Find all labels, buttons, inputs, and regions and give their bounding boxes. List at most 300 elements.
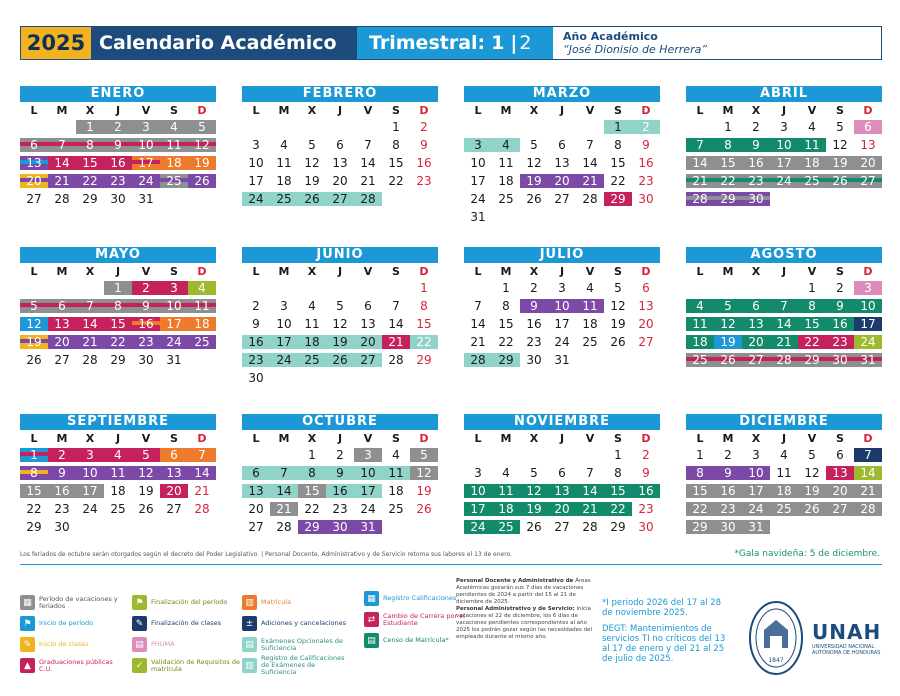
day-number: 25 xyxy=(804,174,820,188)
day-number: 19 xyxy=(832,156,848,170)
day-number: 15 xyxy=(388,156,404,170)
day-number: 5 xyxy=(308,138,316,152)
day-cell xyxy=(798,464,826,482)
day-cell xyxy=(326,315,354,333)
day-cell xyxy=(742,297,770,315)
day-number: 30 xyxy=(110,192,126,206)
day-number: 4 xyxy=(308,299,316,313)
day-cell xyxy=(354,518,382,536)
day-number: 5 xyxy=(836,120,844,134)
day-cell xyxy=(686,333,714,351)
day-number: 19 xyxy=(138,484,154,498)
day-number: 8 xyxy=(114,299,122,313)
week-row xyxy=(464,351,660,369)
day-number: 18 xyxy=(804,156,820,170)
day-cell xyxy=(326,333,354,351)
day-cell xyxy=(410,154,438,172)
day-number: 24 xyxy=(248,192,264,206)
day-number: 22 xyxy=(498,335,514,349)
day-cell xyxy=(854,279,882,297)
day-cell xyxy=(770,136,798,154)
day-number: 21 xyxy=(692,174,708,188)
day-cell xyxy=(798,136,826,154)
day-number: 13 xyxy=(554,484,570,498)
day-number: 12 xyxy=(526,484,542,498)
day-number: 4 xyxy=(808,120,816,134)
day-empty xyxy=(632,208,660,226)
day-cell xyxy=(48,500,76,518)
day-empty xyxy=(770,518,798,536)
day-cell xyxy=(382,482,410,500)
day-number: 13 xyxy=(26,156,42,170)
weekday-header xyxy=(20,263,216,279)
day-number: 21 xyxy=(470,335,486,349)
day-number: 18 xyxy=(110,484,126,498)
day-cell xyxy=(604,190,632,208)
day-cell xyxy=(326,446,354,464)
day-number: 23 xyxy=(720,502,736,516)
day-empty xyxy=(492,446,520,464)
day-cell xyxy=(188,118,216,136)
day-cell xyxy=(548,154,576,172)
month-junio xyxy=(242,247,438,387)
weekday-label: V xyxy=(585,264,595,278)
weekday-label: M xyxy=(56,264,68,278)
day-cell xyxy=(464,500,492,518)
legend-label: Inicio de período xyxy=(39,619,94,627)
day-cell xyxy=(20,190,48,208)
day-cell xyxy=(576,297,604,315)
pencil-icon: ✎ xyxy=(132,616,147,631)
day-cell xyxy=(132,118,160,136)
weekday-label: M xyxy=(56,103,68,117)
degt-note: DEGT: Mantenimientos de servicios TI no críticos del 13 al 17 de enero y del 21 al 25 de julio de 2025. xyxy=(602,624,726,664)
day-empty xyxy=(492,208,520,226)
day-cell xyxy=(76,464,104,482)
weekday-label: L xyxy=(474,264,482,278)
day-cell xyxy=(520,464,548,482)
day-number: 1 xyxy=(420,281,428,295)
day-cell xyxy=(104,297,132,315)
weekday-header xyxy=(20,430,216,446)
day-cell xyxy=(686,315,714,333)
weekday-label: X xyxy=(85,103,95,117)
day-cell xyxy=(354,333,382,351)
day-number: 13 xyxy=(832,466,848,480)
day-number: 1 xyxy=(30,448,38,462)
day-cell xyxy=(854,297,882,315)
day-number: 10 xyxy=(748,466,764,480)
graduation-icon: ▲ xyxy=(20,658,35,673)
day-cell xyxy=(104,279,132,297)
day-cell xyxy=(48,333,76,351)
weekday-label: S xyxy=(170,264,178,278)
day-cell xyxy=(270,154,298,172)
day-cell xyxy=(354,315,382,333)
day-cell xyxy=(20,464,48,482)
day-number: 5 xyxy=(336,299,344,313)
day-cell xyxy=(382,464,410,482)
day-cell xyxy=(326,518,354,536)
day-cell xyxy=(160,154,188,172)
day-cell xyxy=(604,518,632,536)
day-number: 23 xyxy=(110,174,126,188)
week-row xyxy=(20,279,216,297)
day-empty xyxy=(20,118,48,136)
day-cell xyxy=(298,351,326,369)
day-cell xyxy=(826,136,854,154)
day-empty xyxy=(76,518,104,536)
weekday-label: D xyxy=(419,264,429,278)
day-cell xyxy=(410,446,438,464)
vacation-paragraph xyxy=(456,578,594,641)
week-row xyxy=(242,154,438,172)
day-number: 7 xyxy=(586,466,594,480)
day-number: 10 xyxy=(360,466,376,480)
day-number: 12 xyxy=(720,317,736,331)
weekday-label: V xyxy=(363,264,373,278)
week-row xyxy=(686,190,882,208)
day-number: 28 xyxy=(194,502,210,516)
weekday-label: L xyxy=(252,264,260,278)
weekday-label: L xyxy=(30,264,38,278)
day-cell xyxy=(714,172,742,190)
day-number: 14 xyxy=(860,466,876,480)
day-cell xyxy=(76,297,104,315)
day-number: 3 xyxy=(474,138,482,152)
day-empty xyxy=(382,190,410,208)
weekday-header xyxy=(242,430,438,446)
weekday-label: M xyxy=(500,103,512,117)
day-cell xyxy=(604,279,632,297)
day-cell xyxy=(410,136,438,154)
day-number: 18 xyxy=(582,317,598,331)
day-cell xyxy=(742,118,770,136)
day-cell xyxy=(854,333,882,351)
day-number: 29 xyxy=(26,520,42,534)
day-number: 8 xyxy=(696,466,704,480)
day-cell xyxy=(714,154,742,172)
day-number: 4 xyxy=(392,448,400,462)
day-number: 27 xyxy=(26,192,42,206)
day-number: 1 xyxy=(724,120,732,134)
day-cell xyxy=(798,118,826,136)
day-cell xyxy=(632,154,660,172)
day-cell xyxy=(132,154,160,172)
week-row xyxy=(242,136,438,154)
day-cell xyxy=(132,482,160,500)
day-cell xyxy=(48,136,76,154)
day-number: 1 xyxy=(614,120,622,134)
day-cell xyxy=(464,172,492,190)
day-cell xyxy=(270,190,298,208)
weekday-label: M xyxy=(278,431,290,445)
day-cell xyxy=(742,136,770,154)
day-cell xyxy=(632,333,660,351)
day-cell xyxy=(20,154,48,172)
unah-logo xyxy=(812,620,881,656)
calendar-icon: ▦ xyxy=(20,595,35,610)
day-cell xyxy=(798,446,826,464)
week-row xyxy=(686,446,882,464)
day-cell xyxy=(604,154,632,172)
day-number: 4 xyxy=(780,448,788,462)
day-empty xyxy=(520,118,548,136)
legend-item xyxy=(242,636,350,653)
day-cell xyxy=(132,500,160,518)
legend-item xyxy=(242,594,350,611)
week-row xyxy=(464,172,660,190)
day-cell xyxy=(686,154,714,172)
day-number: 8 xyxy=(614,466,622,480)
day-number: 21 xyxy=(194,484,210,498)
day-number: 1 xyxy=(808,281,816,295)
day-cell xyxy=(160,482,188,500)
day-cell xyxy=(798,333,826,351)
exam-icon: ▤ xyxy=(242,637,257,652)
day-number: 17 xyxy=(360,484,376,498)
day-number: 3 xyxy=(752,448,760,462)
weekday-label: V xyxy=(141,103,151,117)
weekday-label: J xyxy=(337,431,343,445)
day-number: 29 xyxy=(304,520,320,534)
day-empty xyxy=(270,369,298,387)
month-title: ENERO xyxy=(20,86,216,102)
day-number: 17 xyxy=(276,335,292,349)
day-cell xyxy=(104,464,132,482)
week-row xyxy=(686,333,882,351)
day-cell xyxy=(520,297,548,315)
day-cell xyxy=(410,172,438,190)
day-empty xyxy=(770,190,798,208)
weekday-header xyxy=(464,102,660,118)
day-number: 17 xyxy=(138,156,154,170)
legend-label: Adiciones y cancelaciones xyxy=(261,619,347,627)
day-empty xyxy=(382,369,410,387)
day-number: 16 xyxy=(138,317,154,331)
day-cell xyxy=(798,500,826,518)
day-number: 19 xyxy=(416,484,432,498)
legend-column xyxy=(242,594,350,678)
day-number: 8 xyxy=(614,138,622,152)
day-cell xyxy=(826,118,854,136)
weekday-header xyxy=(686,102,882,118)
day-number: 6 xyxy=(58,299,66,313)
day-number: 4 xyxy=(502,138,510,152)
day-number: 14 xyxy=(194,466,210,480)
week-row xyxy=(464,136,660,154)
day-cell xyxy=(714,118,742,136)
day-empty xyxy=(270,446,298,464)
day-cell xyxy=(464,190,492,208)
week-row xyxy=(242,118,438,136)
day-cell xyxy=(132,333,160,351)
day-number: 29 xyxy=(110,353,126,367)
day-cell xyxy=(548,315,576,333)
day-number: 6 xyxy=(752,299,760,313)
day-cell xyxy=(742,500,770,518)
week-row xyxy=(464,315,660,333)
weekday-label: M xyxy=(722,264,734,278)
day-number: 20 xyxy=(832,484,848,498)
day-cell xyxy=(576,279,604,297)
day-cell xyxy=(686,190,714,208)
week-row xyxy=(464,333,660,351)
legend-label: Exámenes Opcionales de Suficiencia xyxy=(261,636,343,652)
weekday-label: D xyxy=(863,264,873,278)
weekday-label: S xyxy=(170,431,178,445)
day-number: 27 xyxy=(54,353,70,367)
day-cell xyxy=(798,351,826,369)
legend-item xyxy=(132,615,240,632)
day-number: 22 xyxy=(388,174,404,188)
day-cell xyxy=(798,279,826,297)
weekday-label: D xyxy=(419,103,429,117)
day-number: 27 xyxy=(166,502,182,516)
day-cell xyxy=(576,518,604,536)
day-cell xyxy=(492,518,520,536)
day-cell xyxy=(464,464,492,482)
day-number: 23 xyxy=(638,174,654,188)
day-cell xyxy=(520,279,548,297)
day-number: 25 xyxy=(166,174,182,188)
day-cell xyxy=(160,500,188,518)
day-cell xyxy=(160,464,188,482)
day-cell xyxy=(48,172,76,190)
day-cell xyxy=(632,315,660,333)
day-cell xyxy=(854,154,882,172)
day-cell xyxy=(632,518,660,536)
ano-label: Año Académico xyxy=(563,30,658,43)
day-number: 2 xyxy=(58,448,66,462)
day-number: 2 xyxy=(724,448,732,462)
day-cell xyxy=(742,172,770,190)
day-cell xyxy=(826,464,854,482)
day-cell xyxy=(520,190,548,208)
weekday-label: X xyxy=(529,103,539,117)
month-agosto xyxy=(686,247,882,369)
week-row xyxy=(686,118,882,136)
weekday-label: V xyxy=(363,431,373,445)
day-number: 7 xyxy=(86,299,94,313)
weekday-label: M xyxy=(722,431,734,445)
day-number: 10 xyxy=(470,156,486,170)
day-empty xyxy=(298,118,326,136)
legend-item xyxy=(242,654,350,676)
day-cell xyxy=(270,136,298,154)
day-cell xyxy=(798,172,826,190)
day-number: 16 xyxy=(638,484,654,498)
weekday-label: D xyxy=(641,103,651,117)
day-cell xyxy=(326,172,354,190)
day-cell xyxy=(104,118,132,136)
unah-seal-icon xyxy=(748,600,804,676)
day-cell xyxy=(520,482,548,500)
day-number: 8 xyxy=(392,138,400,152)
day-cell xyxy=(242,172,270,190)
day-number: 16 xyxy=(110,156,126,170)
pencil-icon: ✎ xyxy=(20,637,35,652)
day-cell xyxy=(104,500,132,518)
day-empty xyxy=(48,279,76,297)
month-septiembre xyxy=(20,414,216,536)
day-cell xyxy=(742,351,770,369)
day-number: 4 xyxy=(586,281,594,295)
day-cell xyxy=(104,315,132,333)
day-cell xyxy=(298,518,326,536)
day-empty xyxy=(576,208,604,226)
day-cell xyxy=(354,190,382,208)
day-number: 2 xyxy=(836,281,844,295)
week-row xyxy=(686,482,882,500)
day-cell xyxy=(798,315,826,333)
day-cell xyxy=(548,482,576,500)
day-number: 4 xyxy=(114,448,122,462)
day-cell xyxy=(770,464,798,482)
day-number: 23 xyxy=(638,502,654,516)
day-cell xyxy=(464,482,492,500)
day-cell xyxy=(20,518,48,536)
day-number: 23 xyxy=(832,335,848,349)
week-row xyxy=(686,464,882,482)
day-empty xyxy=(242,118,270,136)
day-cell xyxy=(298,172,326,190)
day-number: 24 xyxy=(276,353,292,367)
day-cell xyxy=(188,446,216,464)
weekday-label: L xyxy=(696,103,704,117)
day-cell xyxy=(410,464,438,482)
day-number: 16 xyxy=(526,317,542,331)
day-number: 28 xyxy=(470,353,486,367)
day-cell xyxy=(160,279,188,297)
legend-column xyxy=(132,594,240,678)
day-cell xyxy=(76,482,104,500)
day-number: 25 xyxy=(194,335,210,349)
day-cell xyxy=(492,154,520,172)
legend-item xyxy=(242,615,350,632)
day-cell xyxy=(20,315,48,333)
day-cell xyxy=(48,154,76,172)
week-row xyxy=(464,154,660,172)
day-number: 8 xyxy=(724,138,732,152)
day-cell xyxy=(632,446,660,464)
day-number: 18 xyxy=(776,484,792,498)
legend-column xyxy=(20,594,128,678)
weekday-header xyxy=(686,430,882,446)
day-number: 3 xyxy=(364,448,372,462)
trimestral-2: 2 xyxy=(519,32,532,54)
week-row xyxy=(464,190,660,208)
month-noviembre xyxy=(464,414,660,536)
day-cell xyxy=(298,136,326,154)
day-cell xyxy=(492,190,520,208)
day-number: 26 xyxy=(832,174,848,188)
day-number: 28 xyxy=(582,520,598,534)
week-row xyxy=(242,464,438,482)
day-number: 2 xyxy=(336,448,344,462)
day-cell xyxy=(604,172,632,190)
day-cell xyxy=(686,297,714,315)
day-number: 9 xyxy=(836,299,844,313)
legend-item xyxy=(20,657,128,674)
day-cell xyxy=(632,297,660,315)
header-title: Calendario Académico xyxy=(91,27,357,59)
day-empty xyxy=(576,118,604,136)
day-number: 12 xyxy=(526,156,542,170)
month-title: MAYO xyxy=(20,247,216,263)
day-number: 14 xyxy=(276,484,292,498)
day-number: 20 xyxy=(860,156,876,170)
